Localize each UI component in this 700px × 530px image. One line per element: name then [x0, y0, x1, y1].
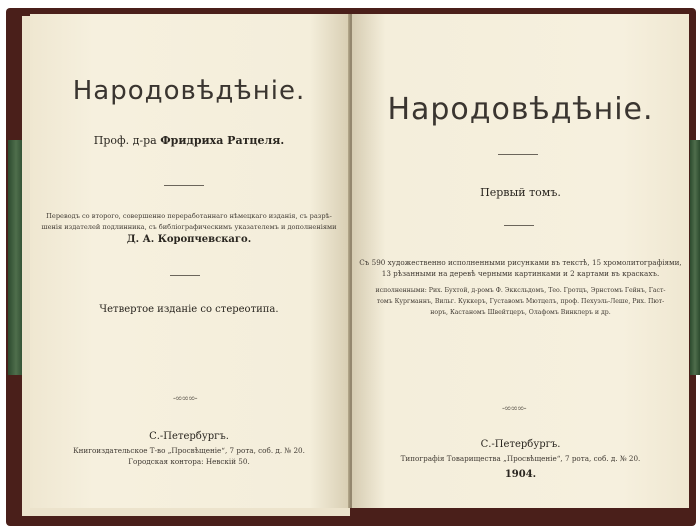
printer-city: С.-Петербургъ. — [480, 439, 561, 450]
divider — [504, 225, 534, 226]
publisher-line: Книгоиздательское Т-во „Просвѣщенiе“, 7 рота, соб. д. № 20. — [73, 446, 305, 455]
ornament: -∞∞∞- — [502, 404, 526, 414]
right-page — [352, 14, 689, 508]
ornament: -∞∞∞- — [173, 394, 197, 404]
author-name: Фридриха Ратцеля. — [160, 134, 285, 147]
left-page — [30, 14, 348, 508]
printer-line: Типографiя Товарищества „Просвѣщенiе“, 7 рота, соб. д. № 20. — [400, 454, 641, 463]
spine-binding-right — [690, 140, 700, 375]
illustrations-line-1: Съ 590 художественно исполненными рисунками въ текстѣ, 15 хромолитографiями, — [359, 258, 682, 267]
illustrations-line-2: 13 рѣзанными на деревѣ черными картинками и 2 картами въ краскахъ. — [381, 269, 660, 278]
edition-note: Четвертое изданiе со стереотипа. — [99, 304, 279, 315]
translation-line-2: шенiя издателей подлинника, съ библiографическимъ указателемъ и дополненiями — [41, 223, 337, 231]
artists-line-1: исполненными: Рих. Бухтой, д-ромъ Ф. Экксльдомъ, Тео. Гротцъ, Эрнстомъ Гейнъ, Гаст- — [375, 287, 666, 294]
translation-line-1: Переводъ со второго, совершенно переработаннаго нѣмецкаго изданiя, съ разрѣ- — [46, 212, 332, 220]
volume-label: Первый томъ. — [480, 186, 561, 199]
office-line: Городская контора: Невскiй 50. — [128, 457, 250, 466]
divider — [164, 185, 204, 186]
author-prefix: Проф. д-ра — [93, 134, 161, 147]
divider — [498, 154, 538, 155]
artists-line-2: томъ Кургманнъ, Вильг. Куккеръ, Густавомъ Мютцелъ, проф. Пехуэль-Леше, Рих. Пют- — [376, 298, 665, 305]
left-page-title: Народовѣдѣнiе. — [72, 76, 306, 106]
artists-line-3: норъ, Кастаномъ Швейтцеръ, Олафомъ Винклеръ и др. — [430, 309, 611, 316]
translator-name: Д. А. Коропчевскаго. — [126, 234, 252, 245]
publisher-city: С.-Петербургъ. — [149, 431, 229, 442]
publication-year: 1904. — [504, 469, 537, 480]
author-line — [30, 134, 348, 147]
right-page-title: Народовѣдѣнiе. — [387, 92, 654, 127]
divider — [170, 275, 200, 276]
